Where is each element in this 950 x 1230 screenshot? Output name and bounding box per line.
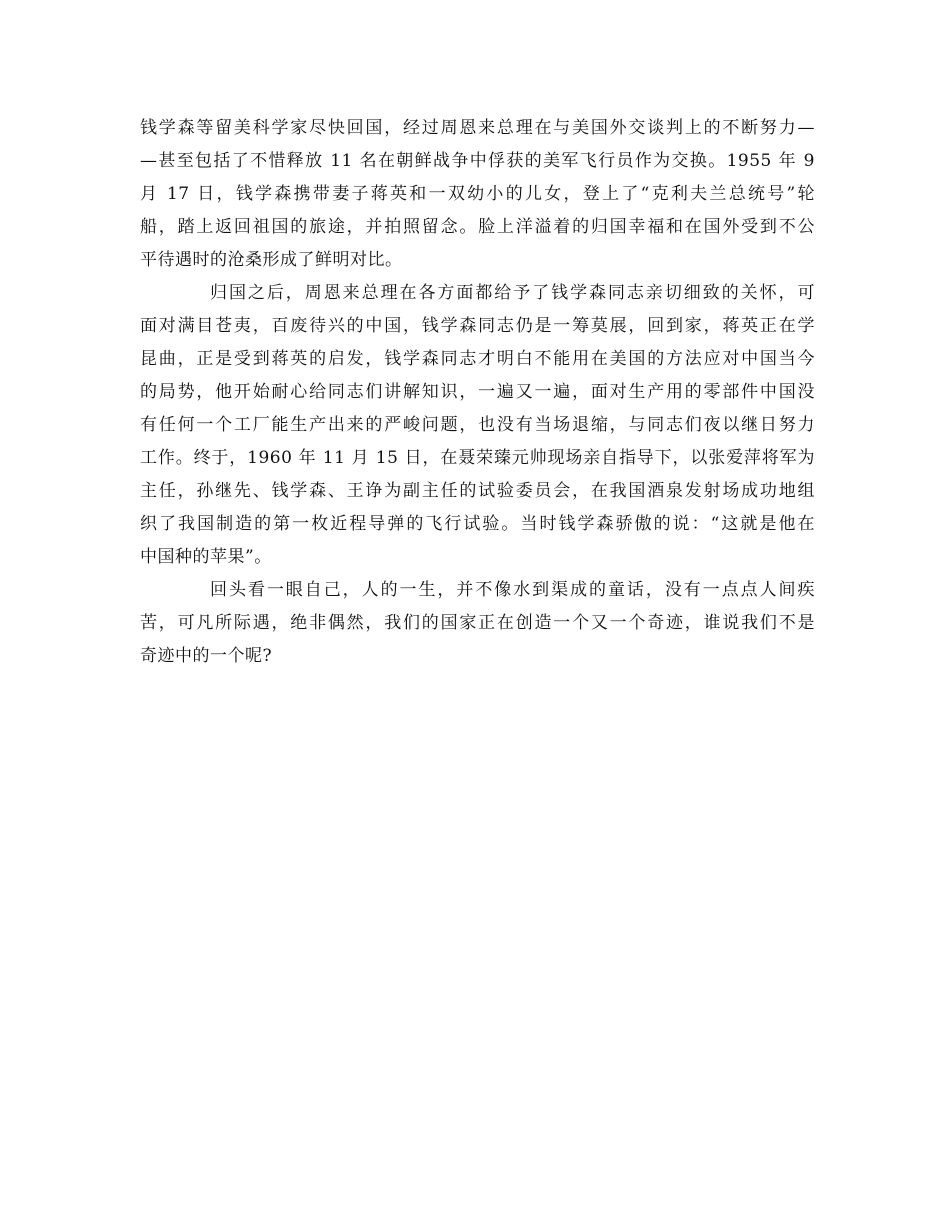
text-line: 面对满目苍夷，百废待兴的中国，钱学森同志仍是一筹莫展，回到家，蒋英正在学 bbox=[140, 316, 815, 336]
text-line: 月 17 日，钱学森携带妻子蒋英和一双幼小的儿女，登上了“克利夫兰总统号”轮 bbox=[140, 184, 815, 204]
text-line: 的局势，他开始耐心给同志们讲解知识，一遍又一遍，面对生产用的零部件中国没 bbox=[140, 382, 815, 402]
text-line: 工作。终于，1960 年 11 月 15 日，在聂荣臻元帅现场亲自指导下，以张爱萍将军为 bbox=[140, 448, 815, 468]
text-line: —甚至包括了不惜释放 11 名在朝鲜战争中俘获的美军飞行员作为交换。1955 年 9 bbox=[140, 151, 815, 171]
paragraph-3 bbox=[140, 574, 815, 673]
text-line: 织了我国制造的第一枚近程导弹的飞行试验。当时钱学森骄傲的说：“这就是他在 bbox=[140, 514, 815, 534]
paragraph-1 bbox=[140, 112, 815, 277]
text-line: 中国种的苹果”。 bbox=[140, 547, 272, 567]
text-line: 苦，可凡所际遇，绝非偶然，我们的国家正在创造一个又一个奇迹，谁说我们不是 bbox=[140, 613, 815, 633]
text-line: 船，踏上返回祖国的旅途，并拍照留念。脸上洋溢着的归国幸福和在国外受到不公 bbox=[140, 217, 815, 237]
text-line: 主任，孙继先、钱学森、王诤为副主任的试验委员会，在我国酒泉发射场成功地组 bbox=[140, 481, 815, 501]
text-line: 平待遇时的沧桑形成了鲜明对比。 bbox=[140, 250, 403, 270]
text-line: 奇迹中的一个呢? bbox=[140, 646, 273, 666]
text-line: 回头看一眼自己，人的一生，并不像水到渠成的童话，没有一点点人间疾 bbox=[210, 580, 815, 600]
text-line: 昆曲，正是受到蒋英的启发，钱学森同志才明白不能用在美国的方法应对中国当今 bbox=[140, 349, 815, 369]
text-line: 归国之后，周恩来总理在各方面都给予了钱学森同志亲切细致的关怀，可 bbox=[210, 283, 815, 303]
text-line: 钱学森等留美科学家尽快回国，经过周恩来总理在与美国外交谈判上的不断努力— bbox=[140, 118, 815, 138]
paragraph-2 bbox=[140, 277, 815, 574]
text-line: 有任何一个工厂能生产出来的严峻问题，也没有当场退缩，与同志们夜以继日努力 bbox=[140, 415, 815, 435]
document-body bbox=[140, 112, 815, 673]
